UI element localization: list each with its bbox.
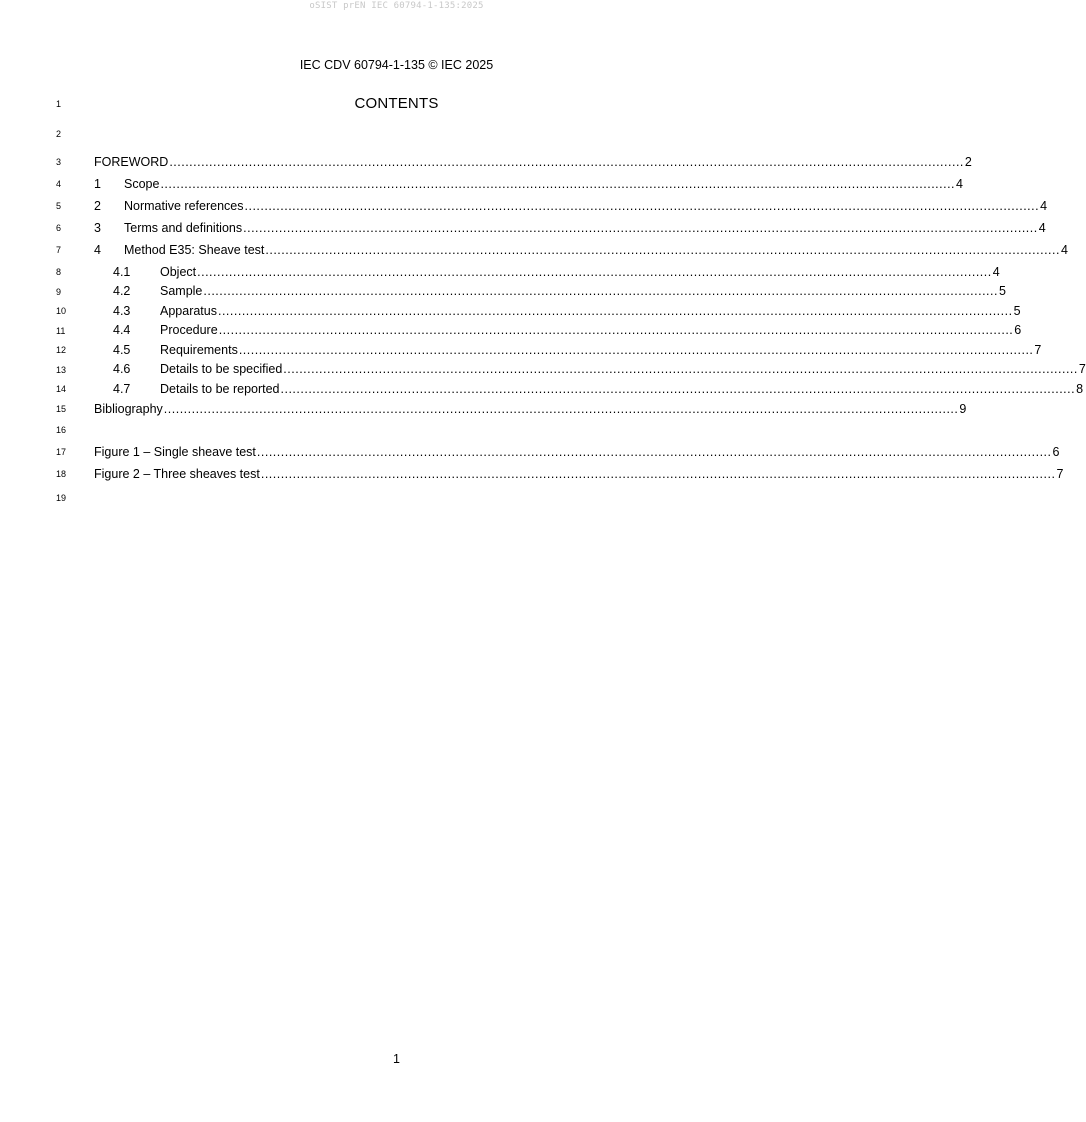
toc-entry-label: Requirements — [160, 343, 238, 357]
toc-section-number: 4.3 — [113, 304, 131, 318]
toc-entry-details-to-be-reported[interactable] — [94, 381, 1084, 397]
toc-section-number: 4.6 — [113, 362, 131, 376]
toc-entry-label: Object — [160, 265, 197, 279]
toc-section-number: 4.7 — [113, 382, 131, 396]
toc-leader: ........................................................................................................................................................................................................ — [280, 382, 1076, 396]
toc-entry-terms-and-definitions[interactable] — [94, 220, 1046, 236]
toc-leader: ........................................................................................................................................................................................................ — [218, 323, 1014, 337]
toc-entry-label: Method E35: Sheave test — [124, 243, 265, 257]
toc-entry-details-to-be-specified[interactable] — [94, 361, 1086, 377]
toc-page-number: 2 — [964, 155, 972, 169]
toc-entry-figure-2[interactable] — [94, 466, 1064, 482]
toc-page-number: 6 — [1014, 323, 1022, 337]
toc-leader: ........................................................................................................................................................................................................ — [197, 265, 992, 279]
toc-entry-label: Apparatus — [160, 304, 217, 318]
toc-leader: ........................................................................................................................................................................................................ — [160, 177, 956, 191]
line-number: 2 — [56, 129, 62, 139]
toc-page-number: 4 — [1038, 221, 1046, 235]
contents-title: CONTENTS — [354, 95, 439, 112]
toc-entry-label: Details to be reported — [160, 382, 280, 396]
toc-entry-bibliography[interactable] — [94, 401, 967, 417]
toc-section-number: 4.1 — [113, 265, 131, 279]
toc-page-number: 9 — [959, 402, 967, 416]
toc-page-number: 7 — [1078, 362, 1086, 376]
toc-entry-label: Terms and definitions — [124, 221, 243, 235]
toc-entry-scope[interactable] — [94, 176, 963, 192]
toc-page-number: 8 — [1076, 382, 1084, 396]
toc-entry-sample[interactable] — [94, 283, 1006, 299]
toc-entry-normative-references[interactable] — [94, 198, 1048, 214]
toc-page-number: 6 — [1052, 445, 1060, 459]
toc-page-number: 4 — [956, 177, 963, 191]
toc-section-number: 4.5 — [113, 343, 131, 357]
page-header: IEC CDV 60794-1-135 © IEC 2025 — [299, 58, 494, 72]
toc-leader: ........................................................................................................................................................................................................ — [238, 343, 1034, 357]
line-number: 13 — [56, 365, 67, 375]
line-number: 11 — [56, 326, 66, 336]
line-number: 3 — [56, 157, 62, 167]
toc-leader: ........................................................................................................................................................................................................ — [163, 402, 959, 416]
toc-leader: ........................................................................................................................................................................................................ — [283, 362, 1078, 376]
line-number: 8 — [56, 267, 62, 277]
line-number: 7 — [56, 245, 62, 255]
line-number: 15 — [56, 404, 67, 414]
toc-entry-label: Scope — [124, 177, 160, 191]
toc-page-number: 5 — [998, 284, 1006, 298]
toc-section-number: 1 — [94, 177, 101, 191]
toc-section-number: 4 — [94, 243, 101, 257]
toc-entry-label: Normative references — [124, 199, 244, 213]
line-number: 5 — [56, 201, 62, 211]
toc-entry-method-e35[interactable] — [94, 242, 1068, 258]
toc-entry-foreword[interactable] — [94, 154, 972, 170]
toc-leader: ........................................................................................................................................................................................................ — [217, 304, 1013, 318]
toc-section-number: 2 — [94, 199, 101, 213]
toc-entry-label: Bibliography — [94, 402, 163, 416]
line-number: 19 — [56, 493, 67, 503]
line-number: 10 — [56, 306, 67, 316]
toc-section-number: 4.2 — [113, 284, 131, 298]
toc-page-number: 7 — [1056, 467, 1064, 481]
line-number: 12 — [56, 345, 67, 355]
line-number: 9 — [56, 287, 62, 297]
toc-entry-label: FOREWORD — [94, 155, 169, 169]
toc-leader: ........................................................................................................................................................................................................ — [244, 199, 1040, 213]
line-number: 1 — [56, 99, 62, 109]
toc-section-number: 3 — [94, 221, 101, 235]
page-number: 1 — [393, 1052, 400, 1066]
toc-leader: ........................................................................................................................................................................................................ — [169, 155, 964, 169]
watermark: oSIST prEN IEC 60794-1-135:2025 — [309, 1, 484, 11]
toc-leader: ........................................................................................................................................................................................................ — [265, 243, 1060, 257]
toc-entry-object[interactable] — [94, 264, 1000, 280]
line-number: 4 — [56, 179, 62, 189]
toc-leader: ........................................................................................................................................................................................................ — [256, 445, 1052, 459]
toc-page-number: 5 — [1013, 304, 1021, 318]
toc-page-number: 7 — [1034, 343, 1042, 357]
toc-leader: ........................................................................................................................................................................................................ — [203, 284, 998, 298]
line-number: 6 — [56, 223, 62, 233]
toc-entry-label: Figure 2 – Three sheaves test — [94, 467, 260, 481]
toc-entry-requirements[interactable] — [94, 342, 1042, 358]
toc-page-number: 4 — [1040, 199, 1048, 213]
toc-entry-label: Sample — [160, 284, 203, 298]
toc-entry-apparatus[interactable] — [94, 303, 1021, 319]
toc-entry-procedure[interactable] — [94, 322, 1022, 338]
toc-entry-label: Procedure — [160, 323, 218, 337]
line-number: 17 — [56, 447, 67, 457]
line-number: 14 — [56, 384, 67, 394]
toc-leader: ........................................................................................................................................................................................................ — [260, 467, 1056, 481]
toc-leader: ........................................................................................................................................................................................................ — [243, 221, 1038, 235]
toc-entry-figure-1[interactable] — [94, 444, 1060, 460]
toc-page-number: 4 — [1060, 243, 1068, 257]
toc-page-number: 4 — [992, 265, 1000, 279]
line-number: 16 — [56, 425, 67, 435]
line-number: 18 — [56, 469, 67, 479]
toc-entry-label: Figure 1 – Single sheave test — [94, 445, 256, 459]
toc-entry-label: Details to be specified — [160, 362, 283, 376]
toc-section-number: 4.4 — [113, 323, 131, 337]
